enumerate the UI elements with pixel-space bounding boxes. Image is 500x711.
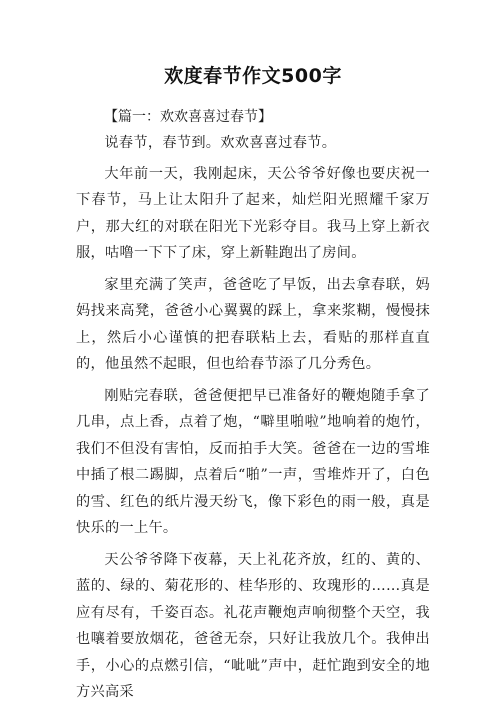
section-heading: 【篇一：欢欢喜喜过春节】 <box>104 109 272 125</box>
paragraph-2: 大年前一天，我刚起床，天公爷爷好像也要庆祝一下春节，马上让太阳升了起来，灿烂阳光照耀千家万户，那大红的对联在阳光下光彩夺目。我马上穿上新衣服，咕噜一下下了床，穿上新鞋跑出了房间。 <box>76 165 430 261</box>
paragraph-5: 天公爷爷降下夜幕，天上礼花齐放，红的、黄的、蓝的、绿的、菊花形的、桂华形的、玫瑰形的……真是应有尽有，千姿百态。礼花声鞭炮声响彻整个天空，我也嚷着要放烟花，爸爸无奈，只好让我放几个。我伸出手，小心的点燃引信，“呲呲”声中，赶忙跑到安全的地方兴高采 <box>76 551 430 700</box>
paragraph-4: 刚贴完春联，爸爸便把早已准备好的鞭炮随手拿了几串，点上香，点着了炮，“噼里啪啦”地响着的炮竹，我们不但没有害怕，反而拍手大笑。爸爸在一边的雪堆中插了根二踢脚，点着后“啪”一声，雪堆炸开了，白色的雪、红色的纸片漫天纷飞，像下彩色的雨一般，真是快乐的一上午。 <box>76 387 430 536</box>
paragraph-3: 家里充满了笑声，爸爸吃了早饭，出去拿春联，妈妈找来高凳，爸爸小心翼翼的踩上，拿来浆糊，慢慢抹上，然后小心谨慎的把春联粘上去，看贴的那样直直的，他虽然不起眼，但也给春节添了几分秀色。 <box>76 276 430 372</box>
document-title: 欢度春节作文500字 <box>164 65 342 87</box>
paragraph-1: 说春节，春节到。欢欢喜喜过春节。 <box>104 135 337 151</box>
